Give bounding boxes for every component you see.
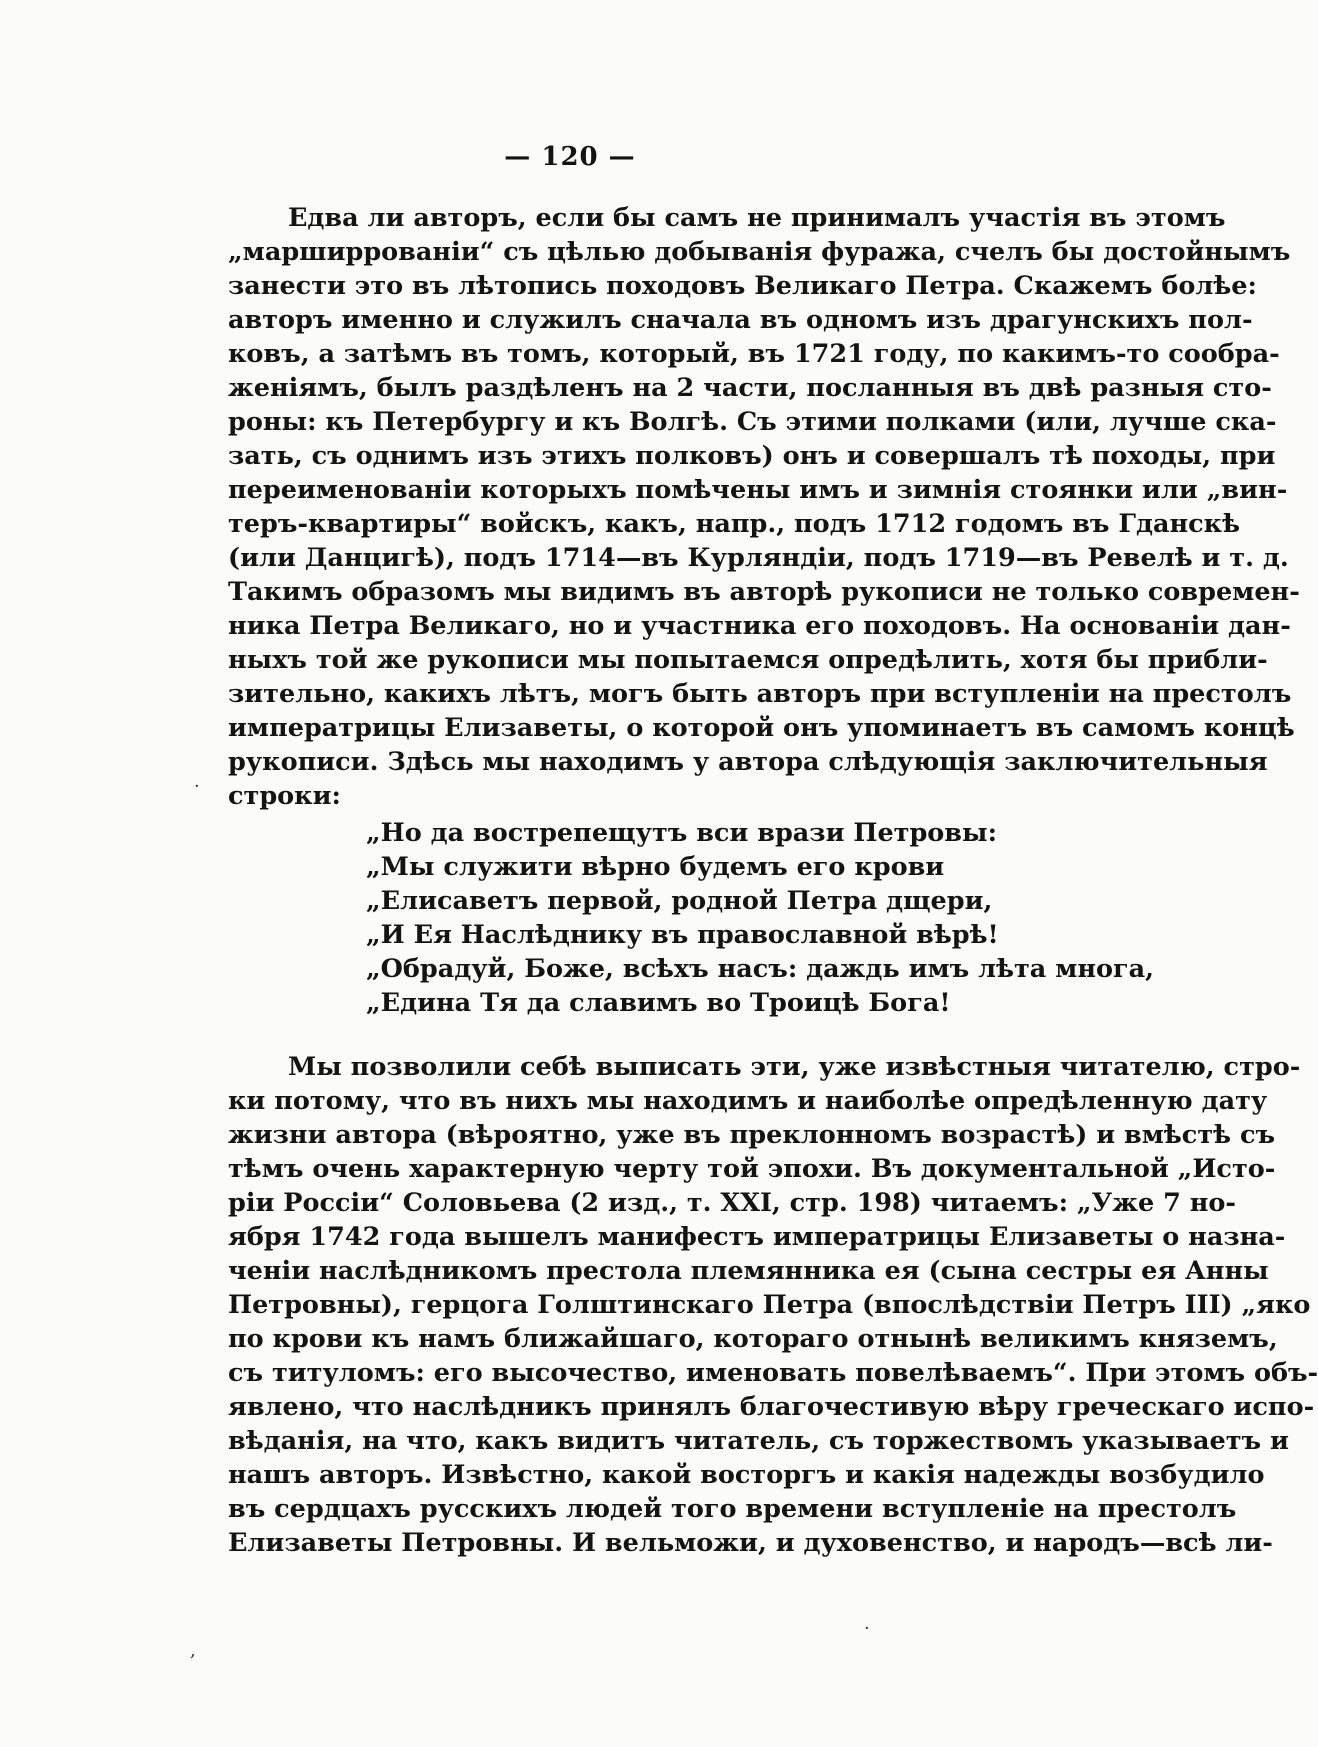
text-line: нашъ авторъ. Извѣстно, какой восторгъ и какія надежды возбудило (228, 1460, 1265, 1490)
text-line: явлено, что наслѣдникъ принялъ благочестивую вѣру греческаго испо- (228, 1392, 1315, 1422)
text-line: Такимъ образомъ мы видимъ въ авторѣ рукописи не только современ- (228, 577, 1300, 607)
poem-line: „Едина Тя да славимъ во Троицѣ Бога! (366, 988, 951, 1018)
text-line: теръ-квартиры“ войскъ, какъ, напр., подъ 1712 годомъ въ Гданскѣ (228, 509, 1241, 539)
text-line: зать, съ однимъ изъ этихъ полковъ) онъ и совершалъ тѣ походы, при (228, 441, 1276, 471)
text-line: роны: къ Петербургу и къ Волгѣ. Съ этими полками (или, лучше ска- (228, 407, 1277, 437)
text-line: ріи Россіи“ Соловьева (2 изд., т. XXI, стр. 198) читаемъ: „Уже 7 но- (228, 1188, 1236, 1218)
text-line: (или Данцигѣ), подъ 1714—въ Курляндіи, подъ 1719—въ Ревелѣ и т. д. (228, 543, 1289, 573)
text-line: Едва ли авторъ, если бы самъ не принималъ участія въ этомъ (288, 203, 1226, 233)
text-line: Петровны), герцога Голштинскаго Петра (впослѣдствіи Петръ III) „яко (228, 1290, 1311, 1320)
text-line: тѣмъ очень характерную черту той эпохи. Въ документальной „Исто- (228, 1154, 1276, 1184)
text-line: ченіи наслѣдникомъ престола племянника ея (сына сестры ея Анны (228, 1256, 1269, 1286)
text-line: женіямъ, былъ раздѣленъ на 2 части, посланныя въ двѣ разныя сто- (228, 373, 1272, 403)
poem-line: „И Ея Наслѣднику въ православной вѣрѣ! (366, 920, 999, 950)
poem-line: „Обрадуй, Боже, всѣхъ насъ: даждь имъ лѣта многа, (366, 954, 1155, 984)
text-line: занести это въ лѣтопись походовъ Великаго Петра. Скажемъ болѣе: (228, 271, 1257, 301)
text-line: авторъ именно и служилъ сначала въ одномъ изъ драгунскихъ пол- (228, 305, 1253, 335)
text-line: вѣданія, на что, какъ видитъ читатель, съ торжествомъ указываетъ и (228, 1426, 1289, 1456)
text-line: Мы позволили себѣ выписать эти, уже извѣстныя читателю, стро- (288, 1052, 1301, 1082)
text-line: зительно, какихъ лѣтъ, могъ быть авторъ при вступленіи на престолъ (228, 679, 1292, 709)
text-line: императрицы Елизаветы, о которой онъ упоминаетъ въ самомъ концѣ (228, 713, 1295, 743)
text-line: рукописи. Здѣсь мы находимъ у автора слѣдующія заключительныя (228, 747, 1268, 777)
poem-line: „Мы служити вѣрно будемъ его крови (366, 852, 945, 882)
text-line: ября 1742 года вышелъ манифестъ императрицы Елизаветы о назна- (228, 1222, 1286, 1252)
stray-mark: , (190, 1640, 196, 1661)
text-line: жизни автора (вѣроятно, уже въ преклонномъ возрастѣ) и вмѣстѣ съ (228, 1120, 1276, 1150)
text-line: Елизаветы Петровны. И вельможи, и духовенство, и народъ—всѣ ли- (228, 1528, 1273, 1558)
text-line: съ титуломъ: его высочество, именовать повелѣваемъ“. При этомъ объ- (228, 1358, 1318, 1388)
text-line: строки: (228, 781, 341, 811)
stray-mark: · (864, 1618, 870, 1639)
page-number: — 120 — (504, 142, 636, 172)
text-line: „марширрованіи“ съ цѣлью добыванія фуража, счелъ бы достойнымъ (228, 237, 1291, 267)
stray-mark: · (194, 776, 200, 797)
text-line: переименованіи которыхъ помѣчены имъ и зимнія стоянки или „вин- (228, 475, 1288, 505)
text-line: по крови къ намъ ближайшаго, котораго отнынѣ великимъ княземъ, (228, 1324, 1278, 1354)
text-line: ника Петра Великаго, но и участника его походовъ. На основаніи дан- (228, 611, 1291, 641)
text-line: ковъ, а затѣмъ въ томъ, который, въ 1721 году, по какимъ-то сообра- (228, 339, 1280, 369)
text-line: ки потому, что въ нихъ мы находимъ и наиболѣе опредѣленную дату (228, 1086, 1268, 1116)
poem-line: „Но да вострепещутъ вси врази Петровы: (366, 818, 998, 848)
text-line: въ сердцахъ русскихъ людей того времени вступленіе на престолъ (228, 1494, 1237, 1524)
text-line: ныхъ той же рукописи мы попытаемся опредѣлить, хотя бы прибли- (228, 645, 1268, 675)
poem-line: „Елисаветъ первой, родной Петра дщери, (366, 886, 993, 916)
